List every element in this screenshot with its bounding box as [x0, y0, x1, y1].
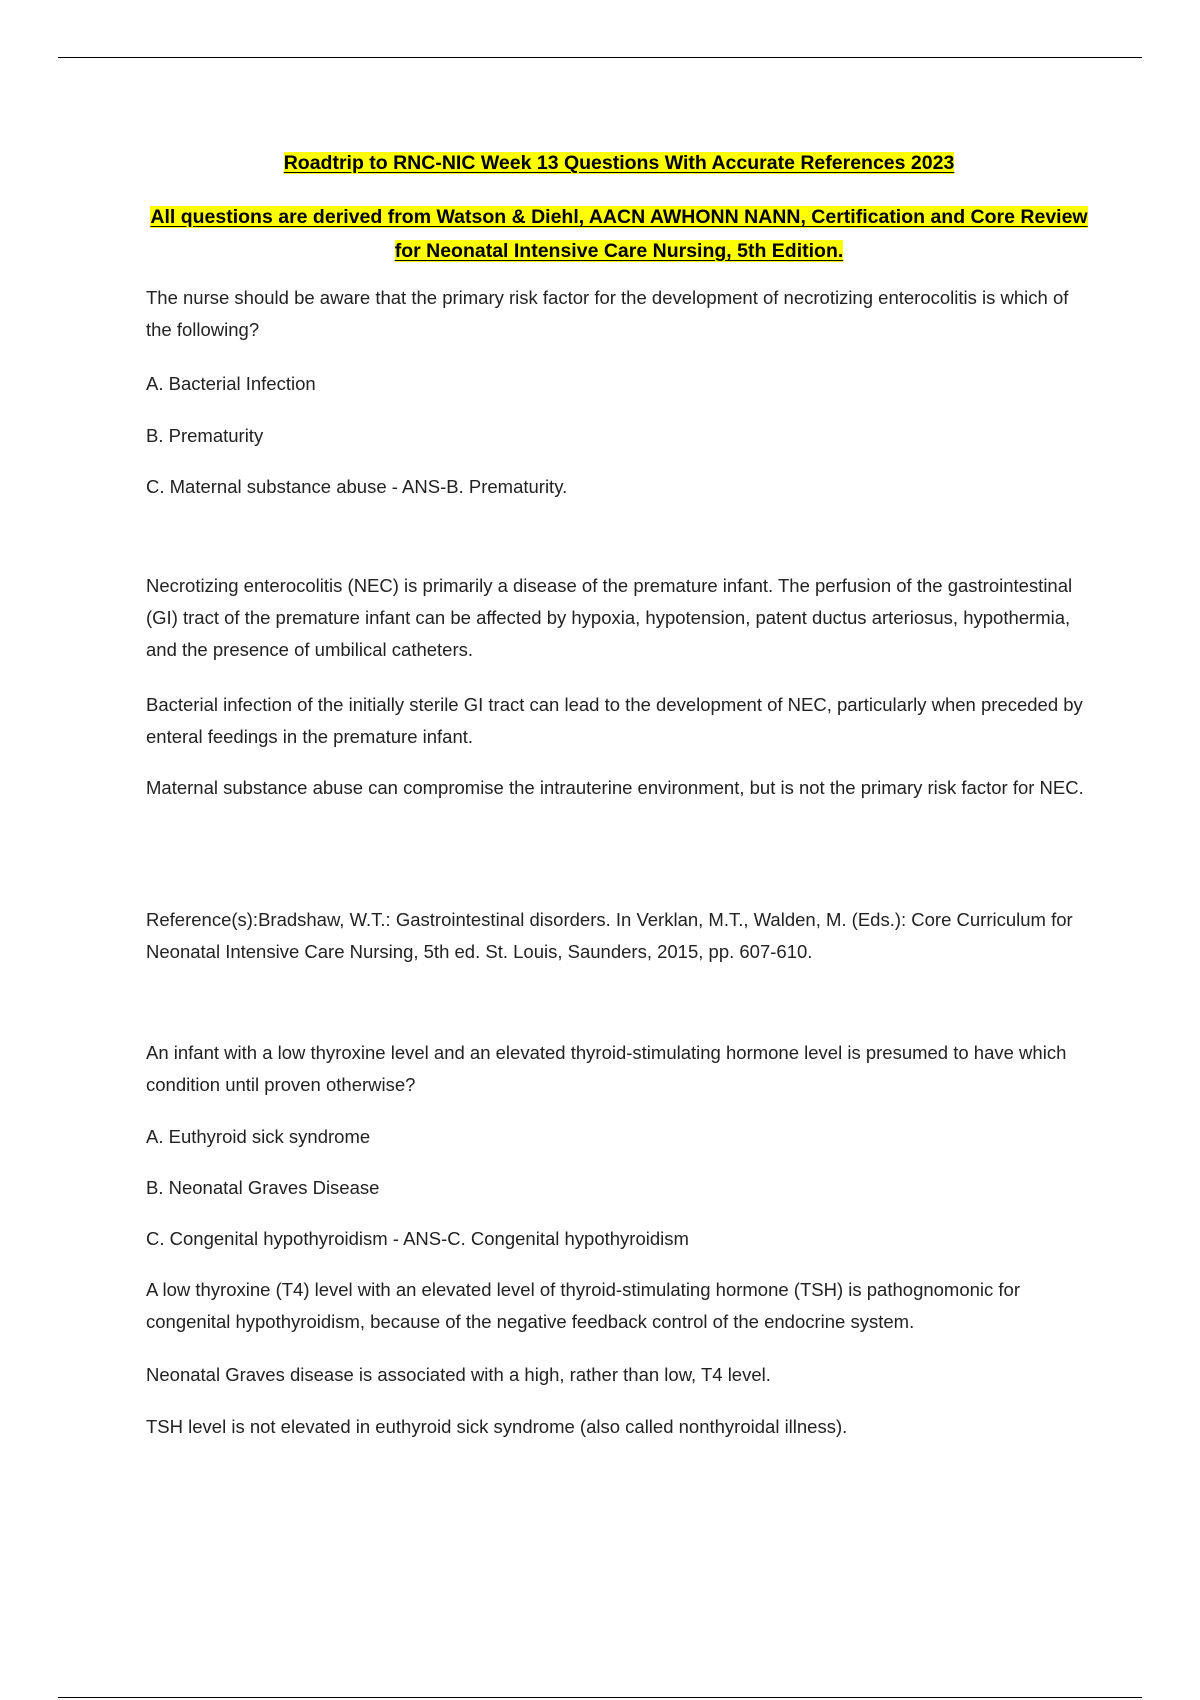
explanation-paragraph: Bacterial infection of the initially sterile GI tract can lead to the development of NEC, particularly when preceded by enteral feedings in the premature infant.	[146, 694, 1083, 747]
answer-option-b: B. Prematurity	[146, 425, 264, 446]
answer-option-a: A. Euthyroid sick syndrome	[146, 1126, 371, 1147]
answer-option-c: C. Maternal substance abuse - ANS-B. Prematurity.	[146, 476, 568, 497]
document-subtitle: All questions are derived from Watson & Diehl, AACN AWHONN NANN, Certification and Core Review for Neonatal Intensive Care Nursing, 5th Edition.	[150, 206, 1088, 262]
question-stem: An infant with a low thyroxine level and an elevated thyroid-stimulating hormone level is presumed to have which condition until proven otherwise?	[146, 1042, 1067, 1095]
answer-option-c: C. Congenital hypothyroidism - ANS-C. Congenital hypothyroidism	[146, 1228, 689, 1249]
question-stem: The nurse should be aware that the primary risk factor for the development of necrotizing enterocolitis is which of the following?	[146, 287, 1069, 340]
reference-citation: Reference(s):Bradshaw, W.T.: Gastrointestinal disorders. In Verklan, M.T., Walden, M. (Eds.): Core Curriculum for Neonatal Intensive Care Nursing, 5th ed. St. Louis, Saunders, 2015, pp. 607-610.	[146, 909, 1073, 962]
explanation-paragraph: Maternal substance abuse can compromise the intrauterine environment, but is not the primary risk factor for NEC.	[146, 777, 1084, 798]
answer-option-a: A. Bacterial Infection	[146, 373, 316, 394]
explanation-paragraph: Necrotizing enterocolitis (NEC) is primarily a disease of the premature infant. The perfusion of the gastrointestinal (GI) tract of the premature infant can be affected by hypoxia, hypotension, patent ductus arteriosus, hypothermia, and the presence of umbilical catheters.	[146, 575, 1073, 660]
document-page	[146, 146, 1092, 1437]
answer-option-b: B. Neonatal Graves Disease	[146, 1177, 380, 1198]
explanation-paragraph: Neonatal Graves disease is associated with a high, rather than low, T4 level.	[146, 1364, 771, 1385]
top-rule	[58, 57, 1142, 58]
explanation-paragraph: TSH level is not elevated in euthyroid sick syndrome (also called nonthyroidal illness).	[146, 1416, 848, 1437]
bottom-rule	[58, 1697, 1142, 1698]
document-title: Roadtrip to RNC-NIC Week 13 Questions With Accurate References 2023	[283, 152, 955, 174]
explanation-paragraph: A low thyroxine (T4) level with an elevated level of thyroid-stimulating hormone (TSH) is pathognomonic for congenital hypothyroidism, because of the negative feedback control of the endocrine system.	[146, 1279, 1021, 1332]
